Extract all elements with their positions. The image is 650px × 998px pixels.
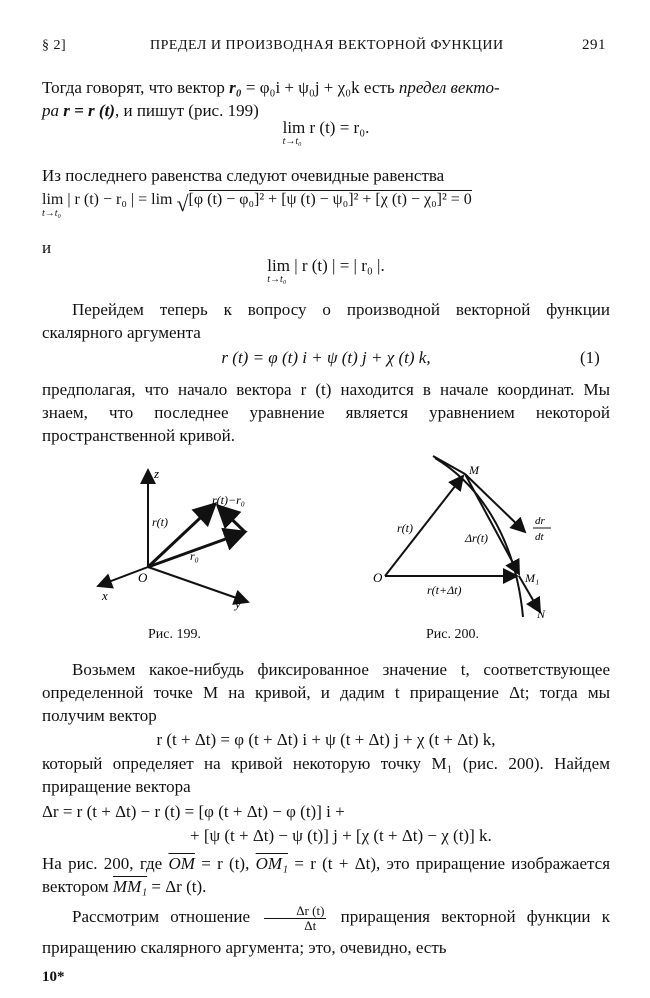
- paragraph-limit-definition: Тогда говорят, что вектор r₀ = φ₀i + ψ₀j + χ₀k есть предел векто- ра r = r (t), и пишут (рис. 199): [42, 78, 500, 120]
- label-y: y: [235, 596, 241, 611]
- fraction-delta-r-over-delta-t: $\frac{\Delta r (t)}{\Delta t}$: [264, 904, 326, 933]
- page-number: 291: [582, 37, 606, 53]
- equation-delta-r-line2: + [ψ (t + Δt) − ψ (t)] j + [χ (t + Δt) − χ (t)] k.: [190, 826, 492, 845]
- figure-199-caption: Рис. 199.: [148, 627, 201, 642]
- vector-difference: [218, 506, 245, 532]
- paragraph-point-M1: который определяет на кривой некоторую точку M₁ (рис. 200). Найдем приращение вектора: [42, 754, 610, 796]
- label-N: N: [537, 607, 546, 621]
- label-delta-r: Δr(t): [465, 531, 489, 545]
- figure-199: [90, 462, 275, 612]
- equation-limit-r: lim r (t) = r₀. t→t₀: [282, 118, 370, 147]
- section-marker: § 2]: [42, 38, 67, 53]
- equation-1-number: (1): [580, 348, 600, 367]
- equation-r-t-dt: r (t + Δt) = φ (t + Δt) i + ψ (t + Δt) j + χ (t + Δt) k,: [156, 730, 496, 749]
- label-origin: O: [138, 570, 148, 585]
- paragraph-fig200-increment: На рис. 200, где $\overline{OM} = r$ (t), OM₁ = r (t + Δt), это приращение изображается вектором MM₁ = Δr (t).: [42, 854, 611, 896]
- label-difference: r(t)−r₀: [212, 493, 245, 507]
- label-origin-O: O: [373, 570, 383, 585]
- label-derivative-num: dr: [535, 515, 545, 527]
- label-x: x: [102, 588, 108, 603]
- paragraph-increment: Возьмем какое-нибудь фиксированное значение t, соответствующее определенной точке M на кривой, и дадим t приращение Δt; тогда мы получим вектор: [42, 660, 610, 725]
- label-r-t-200: r(t): [397, 521, 413, 535]
- paragraph-derivative-intro: Перейдем теперь к вопросу о производной векторной функции скалярного аргумента: [42, 300, 610, 342]
- label-M: M: [469, 463, 479, 477]
- paragraph-equalities: Из последнего равенства следуют очевидные равенства: [42, 166, 445, 185]
- label-r-t-dt: r(t+Δt): [427, 583, 462, 597]
- vector-r-t: [148, 504, 215, 567]
- tangent-line-back: [433, 456, 465, 474]
- equation-limit-modulus: lim | r (t) − r₀ | = lim t→t₀ √[φ (t) − φ₀]² + [ψ (t) − ψ₀]² + [χ (t) − χ₀]² = 0: [42, 191, 472, 219]
- label-r0: r₀: [190, 549, 199, 563]
- label-derivative-den: dt: [535, 531, 544, 543]
- label-r-t: r(t): [152, 515, 168, 529]
- vector-MM1: [465, 474, 519, 574]
- equation-delta-r-line1: Δr = r (t + Δt) − r (t) = [φ (t + Δt) − φ (t)] i +: [42, 802, 345, 821]
- figure-200-caption: Рис. 200.: [426, 627, 479, 642]
- equation-1: r (t) = φ (t) i + ψ (t) j + χ (t) k,: [221, 348, 431, 367]
- sqrt-sign: √: [176, 191, 189, 216]
- equation-limit-norm: lim | r (t) | = | r₀ |. t→t₀: [267, 256, 385, 285]
- y-axis: [148, 567, 248, 602]
- figure-200: [365, 452, 565, 622]
- signature-mark: 10*: [42, 969, 65, 985]
- paragraph-ratio: Рассмотрим отношение $\frac{\Delta r (t)}{\Delta t}$ приращения векторной функции к приращению скалярного аргумента; это, очевидно, есть: [42, 902, 610, 957]
- label-M1: M₁: [525, 571, 540, 585]
- conjunction-and: и: [42, 238, 52, 257]
- label-z: z: [154, 466, 160, 481]
- running-title: ПРЕДЕЛ И ПРОИЗВОДНАЯ ВЕКТОРНОЙ ФУНКЦИИ: [150, 38, 504, 53]
- paragraph-space-curve: предполагая, что начало вектора r (t) находится в начале координат. Мы знаем, что последнее уравнение является уравнением некоторой пространственной кривой.: [42, 380, 610, 445]
